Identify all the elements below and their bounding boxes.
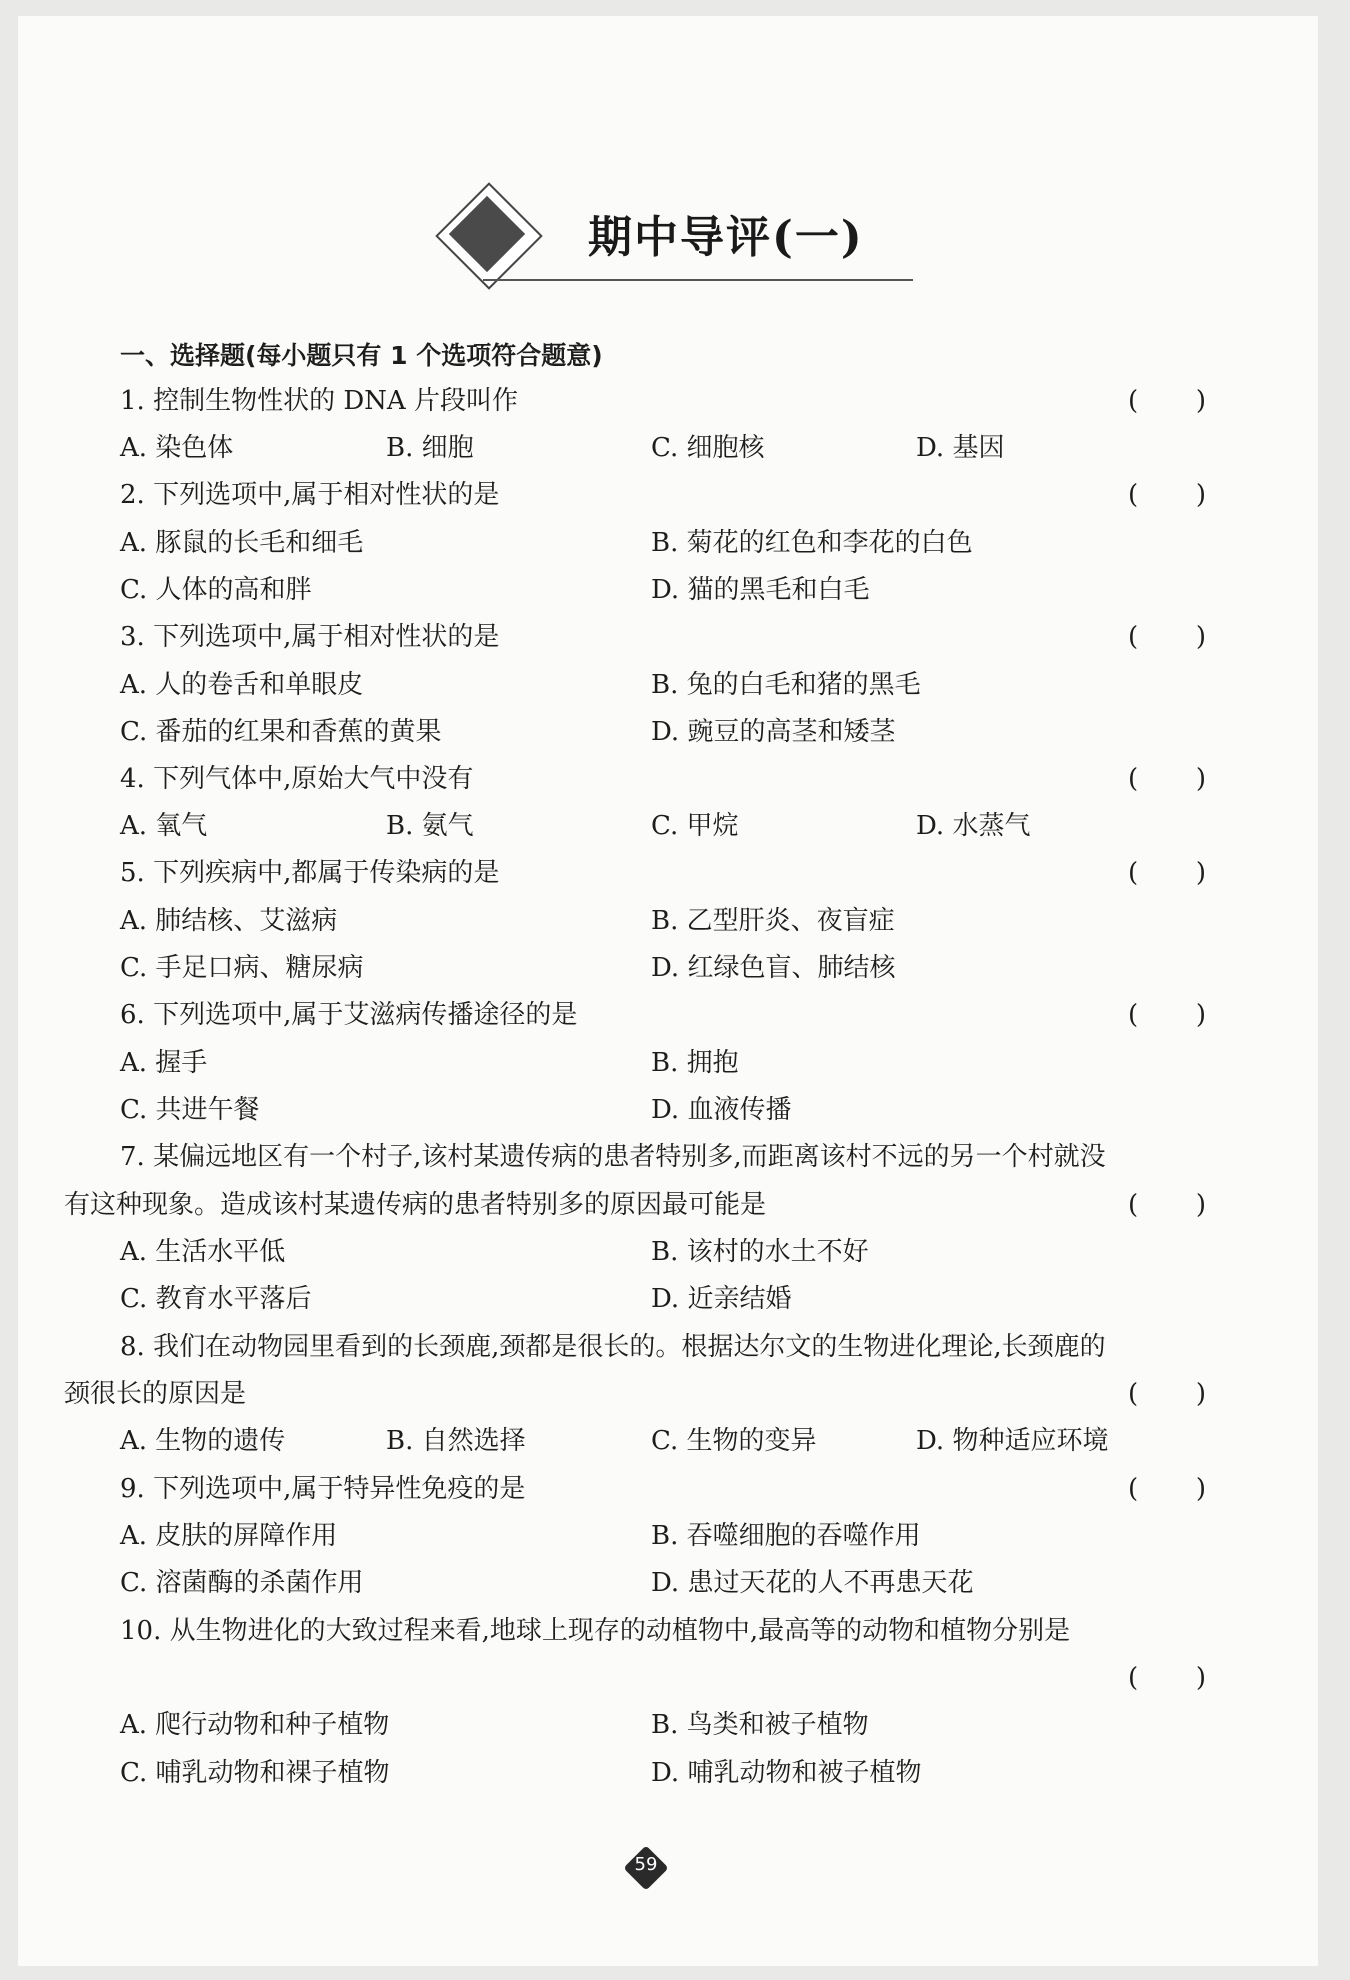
page-title: 期中导评(一) bbox=[588, 212, 864, 263]
page-number: 59 bbox=[634, 1854, 658, 1875]
paren-open: ( bbox=[1128, 858, 1139, 888]
question-10-stem: 10. 从生物进化的大致过程来看,地球上现存的动植物中,最高等的动物和植物分别是 bbox=[120, 1616, 1071, 1646]
paren-close: ) bbox=[1195, 386, 1206, 416]
title-rule bbox=[483, 279, 913, 281]
paren-close: ) bbox=[1195, 480, 1206, 510]
q4-option-a: A. 氧气 bbox=[120, 811, 208, 841]
question-5-stem: 5. 下列疾病中,都属于传染病的是 bbox=[120, 858, 500, 888]
q7-option-c: C. 教育水平落后 bbox=[120, 1284, 312, 1314]
question-7-stem: 7. 某偏远地区有一个村子,该村某遗传病的患者特别多,而距离该村不远的另一个村就没 bbox=[120, 1142, 1106, 1172]
q7-option-d: D. 近亲结婚 bbox=[651, 1284, 792, 1314]
q5-option-a: A. 肺结核、艾滋病 bbox=[120, 906, 338, 936]
q2-option-d: D. 猫的黑毛和白毛 bbox=[651, 575, 870, 605]
paren-open: ( bbox=[1128, 1474, 1139, 1504]
q1-option-b: B. 细胞 bbox=[386, 433, 474, 463]
paren-open: ( bbox=[1128, 1000, 1139, 1030]
q2-option-a: A. 豚鼠的长毛和细毛 bbox=[120, 528, 364, 558]
paren-open: ( bbox=[1128, 480, 1139, 510]
q3-option-a: A. 人的卷舌和单眼皮 bbox=[120, 670, 364, 700]
q9-option-a: A. 皮肤的屏障作用 bbox=[120, 1521, 338, 1551]
q7-option-b: B. 该村的水土不好 bbox=[651, 1237, 869, 1267]
q5-option-b: B. 乙型肝炎、夜盲症 bbox=[651, 906, 895, 936]
paren-close: ) bbox=[1195, 1379, 1206, 1409]
q8-option-b: B. 自然选择 bbox=[386, 1426, 526, 1456]
q5-option-c: C. 手足口病、糖尿病 bbox=[120, 953, 364, 983]
paren-close: ) bbox=[1195, 858, 1206, 888]
q1-option-d: D. 基因 bbox=[916, 433, 1005, 463]
q8-option-a: A. 生物的遗传 bbox=[120, 1426, 286, 1456]
q4-option-b: B. 氨气 bbox=[386, 811, 474, 841]
q9-option-d: D. 患过天花的人不再患天花 bbox=[651, 1568, 974, 1598]
q10-option-a: A. 爬行动物和种子植物 bbox=[120, 1710, 390, 1740]
q10-option-c: C. 哺乳动物和裸子植物 bbox=[120, 1758, 390, 1788]
q6-option-a: A. 握手 bbox=[120, 1048, 208, 1078]
question-9-stem: 9. 下列选项中,属于特异性免疫的是 bbox=[120, 1474, 526, 1504]
paren-close: ) bbox=[1195, 764, 1206, 794]
q10-option-b: B. 鸟类和被子植物 bbox=[651, 1710, 869, 1740]
question-6-stem: 6. 下列选项中,属于艾滋病传播途径的是 bbox=[120, 1000, 578, 1030]
question-8-stem-cont: 颈很长的原因是 bbox=[64, 1379, 247, 1409]
q8-option-d: D. 物种适应环境 bbox=[916, 1426, 1109, 1456]
q6-option-b: B. 拥抱 bbox=[651, 1048, 739, 1078]
paren-open: ( bbox=[1128, 1190, 1139, 1220]
q2-option-b: B. 菊花的红色和李花的白色 bbox=[651, 528, 973, 558]
title-block bbox=[433, 181, 913, 291]
q3-option-b: B. 兔的白毛和猪的黑毛 bbox=[651, 670, 921, 700]
q6-option-c: C. 共进午餐 bbox=[120, 1095, 260, 1125]
paren-open: ( bbox=[1128, 764, 1139, 794]
paren-open: ( bbox=[1128, 1379, 1139, 1409]
page-number-badge bbox=[624, 1846, 668, 1890]
q3-option-c: C. 番茄的红果和香蕉的黄果 bbox=[120, 717, 442, 747]
question-3-stem: 3. 下列选项中,属于相对性状的是 bbox=[120, 622, 500, 652]
question-7-stem-cont: 有这种现象。造成该村某遗传病的患者特别多的原因最可能是 bbox=[64, 1190, 767, 1220]
question-2-stem: 2. 下列选项中,属于相对性状的是 bbox=[120, 480, 500, 510]
section-heading: 一、选择题(每小题只有 1 个选项符合题意) bbox=[120, 341, 603, 370]
q6-option-d: D. 血液传播 bbox=[651, 1095, 792, 1125]
q8-option-c: C. 生物的变异 bbox=[651, 1426, 817, 1456]
q10-option-d: D. 哺乳动物和被子植物 bbox=[651, 1758, 922, 1788]
q4-option-c: C. 甲烷 bbox=[651, 811, 739, 841]
question-1-stem: 1. 控制生物性状的 DNA 片段叫作 bbox=[120, 386, 518, 416]
q7-option-a: A. 生活水平低 bbox=[120, 1237, 286, 1267]
paren-open: ( bbox=[1128, 1663, 1139, 1693]
paren-close: ) bbox=[1195, 1663, 1206, 1693]
q2-option-c: C. 人体的高和胖 bbox=[120, 575, 312, 605]
q9-option-b: B. 吞噬细胞的吞噬作用 bbox=[651, 1521, 921, 1551]
q9-option-c: C. 溶菌酶的杀菌作用 bbox=[120, 1568, 364, 1598]
question-4-stem: 4. 下列气体中,原始大气中没有 bbox=[120, 764, 474, 794]
paren-open: ( bbox=[1128, 622, 1139, 652]
page bbox=[18, 16, 1318, 1966]
question-8-stem: 8. 我们在动物园里看到的长颈鹿,颈都是很长的。根据达尔文的生物进化理论,长颈鹿的 bbox=[120, 1332, 1106, 1362]
paren-close: ) bbox=[1195, 1190, 1206, 1220]
q1-option-c: C. 细胞核 bbox=[651, 433, 765, 463]
q3-option-d: D. 豌豆的高茎和矮茎 bbox=[651, 717, 896, 747]
paren-close: ) bbox=[1195, 1000, 1206, 1030]
q4-option-d: D. 水蒸气 bbox=[916, 811, 1031, 841]
paren-close: ) bbox=[1195, 622, 1206, 652]
q5-option-d: D. 红绿色盲、肺结核 bbox=[651, 953, 896, 983]
q1-option-a: A. 染色体 bbox=[120, 433, 234, 463]
paren-open: ( bbox=[1128, 386, 1139, 416]
paren-close: ) bbox=[1195, 1474, 1206, 1504]
